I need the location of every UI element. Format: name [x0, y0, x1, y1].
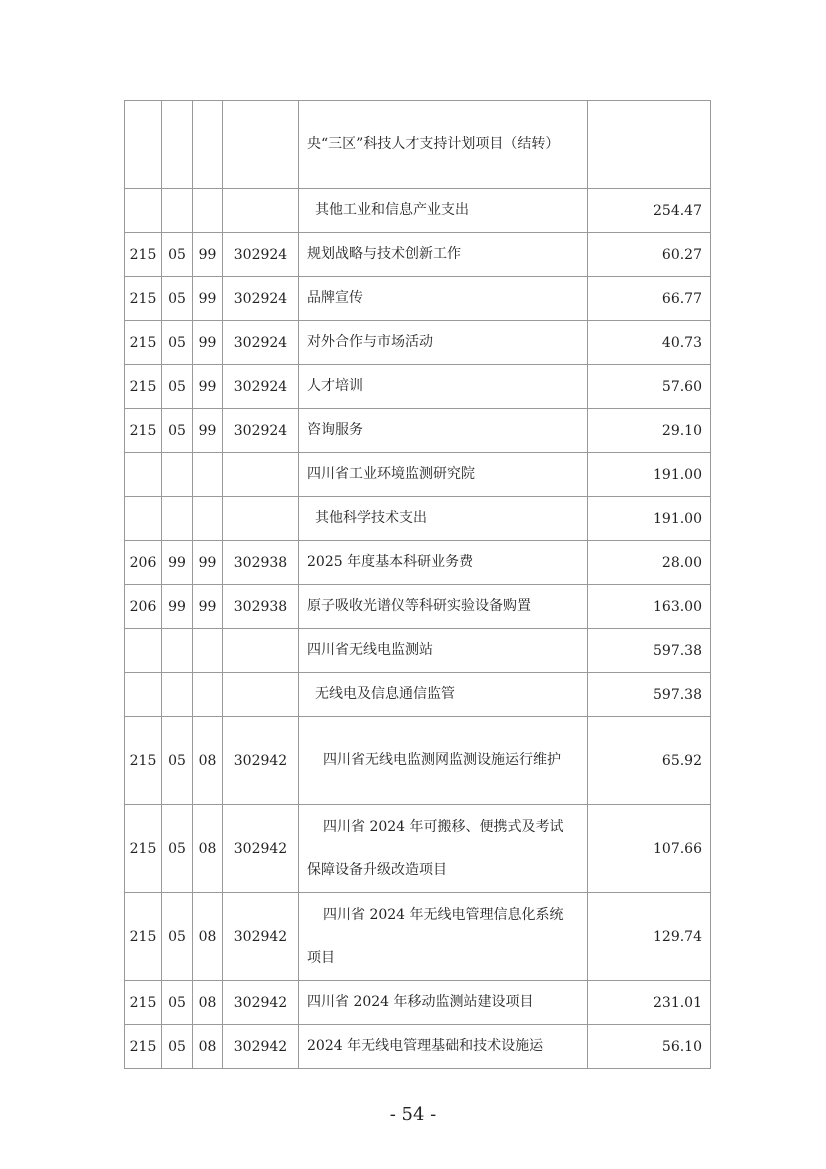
econ-code: [223, 189, 299, 233]
project-name: 其他工业和信息产业支出: [299, 189, 588, 233]
table-row: [125, 629, 711, 673]
econ-code: 302942: [223, 717, 299, 805]
econ-code: [223, 497, 299, 541]
section-code: [162, 497, 193, 541]
class-code: 215: [125, 981, 162, 1025]
item-code: 99: [193, 233, 223, 277]
section-code: [162, 629, 193, 673]
class-code: 206: [125, 585, 162, 629]
class-code: [125, 497, 162, 541]
econ-code: 302938: [223, 585, 299, 629]
table-row: [125, 541, 711, 585]
item-code: [193, 629, 223, 673]
econ-code: 302942: [223, 1025, 299, 1069]
econ-code: 302924: [223, 365, 299, 409]
class-code: [125, 453, 162, 497]
section-code: [162, 453, 193, 497]
table-row: [125, 717, 711, 805]
amount: 191.00: [588, 497, 711, 541]
econ-code: [223, 453, 299, 497]
amount: 107.66: [588, 805, 711, 893]
econ-code: [223, 629, 299, 673]
page-number: - 54 -: [389, 1104, 437, 1125]
project-name: 央“三区”科技人才支持计划项目（结转）: [299, 101, 588, 189]
class-code: [125, 101, 162, 189]
class-code: 215: [125, 233, 162, 277]
project-name: 规划战略与技术创新工作: [299, 233, 588, 277]
item-code: 08: [193, 1025, 223, 1069]
section-code: 05: [162, 893, 193, 981]
table-row: [125, 101, 711, 189]
econ-code: 302942: [223, 981, 299, 1025]
project-name: 四川省无线电监测网监测设施运行维护: [299, 717, 588, 805]
amount: 231.01: [588, 981, 711, 1025]
section-code: [162, 673, 193, 717]
project-name: 无线电及信息通信监管: [299, 673, 588, 717]
amount: 163.00: [588, 585, 711, 629]
amount: 60.27: [588, 233, 711, 277]
table-row: [125, 365, 711, 409]
econ-code: 302938: [223, 541, 299, 585]
table-row: [125, 321, 711, 365]
item-code: 99: [193, 409, 223, 453]
table-row: [125, 233, 711, 277]
class-code: 215: [125, 805, 162, 893]
section-code: 05: [162, 277, 193, 321]
item-code: 99: [193, 585, 223, 629]
budget-table: [124, 100, 711, 1069]
section-code: 05: [162, 233, 193, 277]
econ-code: [223, 673, 299, 717]
class-code: 206: [125, 541, 162, 585]
item-code: [193, 189, 223, 233]
item-code: 99: [193, 365, 223, 409]
project-name: 四川省 2024 年可搬移、便携式及考试保障设备升级改造项目: [299, 805, 588, 893]
amount: 191.00: [588, 453, 711, 497]
table-row: [125, 673, 711, 717]
project-name: 2024 年无线电管理基础和技术设施运: [299, 1025, 588, 1069]
section-code: 05: [162, 409, 193, 453]
section-code: [162, 101, 193, 189]
class-code: 215: [125, 277, 162, 321]
class-code: 215: [125, 717, 162, 805]
project-name: 2025 年度基本科研业务费: [299, 541, 588, 585]
amount: 40.73: [588, 321, 711, 365]
project-name: 人才培训: [299, 365, 588, 409]
class-code: [125, 189, 162, 233]
class-code: 215: [125, 1025, 162, 1069]
econ-code: 302924: [223, 321, 299, 365]
table-row: [125, 189, 711, 233]
section-code: 05: [162, 321, 193, 365]
item-code: [193, 673, 223, 717]
table-row: [125, 409, 711, 453]
section-code: 05: [162, 805, 193, 893]
project-name: 四川省 2024 年移动监测站建设项目: [299, 981, 588, 1025]
item-code: 99: [193, 277, 223, 321]
amount: 129.74: [588, 893, 711, 981]
class-code: 215: [125, 365, 162, 409]
amount: 597.38: [588, 629, 711, 673]
project-name: 其他科学技术支出: [299, 497, 588, 541]
table-row: [125, 893, 711, 981]
item-code: 99: [193, 321, 223, 365]
table-row: [125, 981, 711, 1025]
item-code: 08: [193, 893, 223, 981]
class-code: 215: [125, 893, 162, 981]
section-code: 05: [162, 365, 193, 409]
class-code: 215: [125, 321, 162, 365]
project-name: 原子吸收光谱仪等科研实验设备购置: [299, 585, 588, 629]
table-row: [125, 453, 711, 497]
section-code: 99: [162, 585, 193, 629]
amount: 56.10: [588, 1025, 711, 1069]
item-code: 08: [193, 717, 223, 805]
project-name: 四川省 2024 年无线电管理信息化系统项目: [299, 893, 588, 981]
project-name: 对外合作与市场活动: [299, 321, 588, 365]
item-code: [193, 453, 223, 497]
class-code: [125, 629, 162, 673]
table-row: [125, 585, 711, 629]
project-name: 咨询服务: [299, 409, 588, 453]
project-name: 四川省工业环境监测研究院: [299, 453, 588, 497]
section-code: 05: [162, 1025, 193, 1069]
amount: 597.38: [588, 673, 711, 717]
amount: 28.00: [588, 541, 711, 585]
section-code: 05: [162, 981, 193, 1025]
table-row: [125, 1025, 711, 1069]
econ-code: 302924: [223, 277, 299, 321]
item-code: 08: [193, 981, 223, 1025]
section-code: 99: [162, 541, 193, 585]
table-row: [125, 277, 711, 321]
econ-code: [223, 101, 299, 189]
econ-code: 302924: [223, 409, 299, 453]
econ-code: 302924: [223, 233, 299, 277]
item-code: [193, 497, 223, 541]
amount: 29.10: [588, 409, 711, 453]
section-code: 05: [162, 717, 193, 805]
class-code: [125, 673, 162, 717]
item-code: 99: [193, 541, 223, 585]
amount: 254.47: [588, 189, 711, 233]
amount: [588, 101, 711, 189]
amount: 66.77: [588, 277, 711, 321]
class-code: 215: [125, 409, 162, 453]
econ-code: 302942: [223, 805, 299, 893]
econ-code: 302942: [223, 893, 299, 981]
table-row: [125, 497, 711, 541]
amount: 57.60: [588, 365, 711, 409]
amount: 65.92: [588, 717, 711, 805]
item-code: 08: [193, 805, 223, 893]
item-code: [193, 101, 223, 189]
section-code: [162, 189, 193, 233]
project-name: 品牌宣传: [299, 277, 588, 321]
project-name: 四川省无线电监测站: [299, 629, 588, 673]
table-row: [125, 805, 711, 893]
